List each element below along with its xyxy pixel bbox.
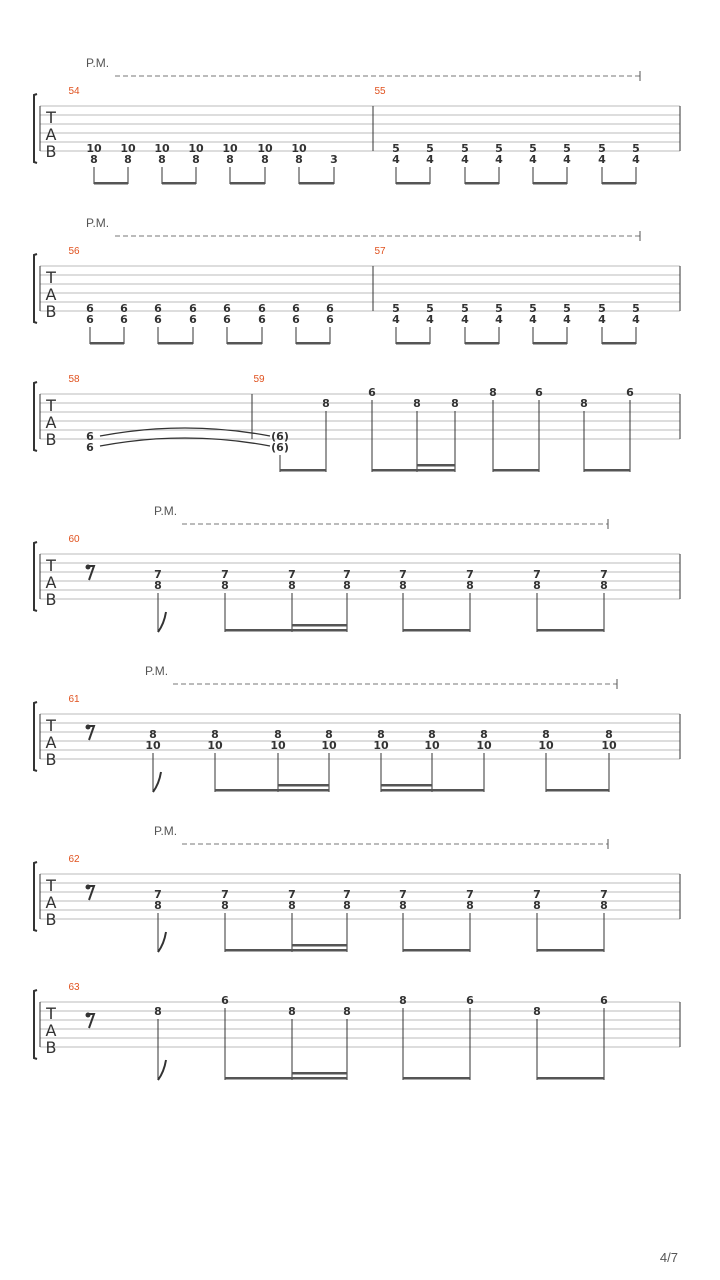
fret-number: 10 bbox=[188, 142, 204, 155]
palm-mute-label: P.M. bbox=[154, 504, 178, 518]
fret-number: 8 bbox=[149, 728, 157, 741]
tab-clef-a: A bbox=[45, 1021, 57, 1040]
staff-bracket bbox=[34, 254, 37, 323]
fret-number: 5 bbox=[461, 302, 469, 315]
tab-clef-b: B bbox=[45, 430, 57, 449]
note-beam bbox=[546, 789, 609, 792]
fret-number: 6 bbox=[189, 302, 197, 315]
fret-number: 4 bbox=[461, 313, 469, 326]
fret-number: 6 bbox=[292, 302, 300, 315]
note-flag bbox=[158, 932, 166, 952]
tab-clef-a: A bbox=[45, 733, 57, 752]
staff-bracket bbox=[34, 990, 37, 1059]
fret-number: 10 bbox=[601, 739, 617, 752]
fret-number: 7 bbox=[343, 568, 351, 581]
measure-number: 60 bbox=[68, 534, 80, 545]
fret-number: 10 bbox=[476, 739, 492, 752]
measure-number: 56 bbox=[68, 246, 80, 257]
note-beam bbox=[372, 469, 455, 472]
note-beam bbox=[90, 342, 124, 345]
tab-clef-a: A bbox=[45, 125, 57, 144]
fret-number: 4 bbox=[563, 153, 571, 166]
fret-number: 8 bbox=[154, 1005, 162, 1018]
note-beam bbox=[403, 629, 470, 632]
fret-number: 7 bbox=[399, 568, 407, 581]
fret-number: 7 bbox=[600, 568, 608, 581]
fret-number: 7 bbox=[154, 888, 162, 901]
fret-number: 5 bbox=[632, 302, 640, 315]
note-beam bbox=[493, 469, 539, 472]
fret-number: 4 bbox=[426, 313, 434, 326]
fret-number: 5 bbox=[563, 142, 571, 155]
note-beam bbox=[465, 342, 499, 345]
fret-number: 6 bbox=[86, 302, 94, 315]
note-beam bbox=[584, 469, 630, 472]
fret-number: 10 bbox=[86, 142, 102, 155]
note-beam bbox=[280, 469, 326, 472]
tab-clef-a: A bbox=[45, 573, 57, 592]
note-beam bbox=[537, 1077, 604, 1080]
tab-clef-b: B bbox=[45, 750, 57, 769]
fret-number: 8 bbox=[605, 728, 613, 741]
tab-clef-b: B bbox=[45, 590, 57, 609]
fret-number: 8 bbox=[288, 1005, 296, 1018]
fret-number: 8 bbox=[533, 579, 541, 592]
fret-number: 5 bbox=[495, 302, 503, 315]
fret-number: 6 bbox=[189, 313, 197, 326]
fret-number: 6 bbox=[368, 386, 376, 399]
fret-number: 6 bbox=[326, 302, 334, 315]
fret-number: 7 bbox=[154, 568, 162, 581]
note-beam bbox=[403, 1077, 470, 1080]
fret-number: 8 bbox=[221, 579, 229, 592]
palm-mute-label: P.M. bbox=[154, 824, 178, 838]
fret-number: 8 bbox=[211, 728, 219, 741]
fret-number: 8 bbox=[154, 579, 162, 592]
fret-number: 8 bbox=[489, 386, 497, 399]
note-beam bbox=[396, 182, 430, 185]
fret-number: 6 bbox=[154, 302, 162, 315]
fret-number: 8 bbox=[288, 899, 296, 912]
rest-dot bbox=[86, 1013, 91, 1018]
fret-number: 8 bbox=[533, 1005, 541, 1018]
note-beam bbox=[230, 182, 265, 185]
note-beam bbox=[227, 342, 262, 345]
measure-number: 59 bbox=[253, 374, 265, 385]
note-beam bbox=[225, 949, 347, 952]
fret-number: 4 bbox=[529, 153, 537, 166]
staff-bracket bbox=[34, 94, 37, 163]
fret-number: 8 bbox=[600, 899, 608, 912]
system-staff-4 bbox=[34, 542, 680, 611]
palm-mute-label: P.M. bbox=[86, 56, 110, 70]
system-staff-7 bbox=[34, 990, 680, 1059]
fret-number: 10 bbox=[120, 142, 136, 155]
fret-number: 7 bbox=[288, 888, 296, 901]
note-beam bbox=[537, 629, 604, 632]
note-beam bbox=[381, 789, 484, 792]
fret-number: 5 bbox=[392, 142, 400, 155]
fret-number: 8 bbox=[600, 579, 608, 592]
fret-number: 4 bbox=[598, 153, 606, 166]
note-beam bbox=[296, 342, 330, 345]
fret-number: 8 bbox=[343, 579, 351, 592]
fret-number: 8 bbox=[542, 728, 550, 741]
fret-number: 10 bbox=[257, 142, 273, 155]
fret-number: 6 bbox=[120, 302, 128, 315]
note-beam bbox=[292, 944, 347, 947]
measure-number: 54 bbox=[68, 86, 80, 97]
fret-number: 8 bbox=[480, 728, 488, 741]
note-beam bbox=[381, 784, 432, 787]
fret-number: 8 bbox=[580, 397, 588, 410]
measure-number: 61 bbox=[68, 694, 80, 705]
fret-number: 6 bbox=[154, 313, 162, 326]
note-flag bbox=[158, 1060, 166, 1080]
fret-number: 8 bbox=[295, 153, 303, 166]
note-beam bbox=[162, 182, 196, 185]
fret-number: 10 bbox=[207, 739, 223, 752]
tie-arc bbox=[100, 428, 270, 436]
fret-number: 4 bbox=[392, 153, 400, 166]
fret-number: 6 bbox=[466, 994, 474, 1007]
fret-number: 6 bbox=[600, 994, 608, 1007]
fret-number: (6) bbox=[271, 441, 289, 454]
fret-number: 8 bbox=[288, 579, 296, 592]
fret-number: 6 bbox=[120, 313, 128, 326]
note-beam bbox=[292, 624, 347, 627]
fret-number: 6 bbox=[258, 302, 266, 315]
fret-number: 5 bbox=[426, 302, 434, 315]
fret-number: 5 bbox=[495, 142, 503, 155]
fret-number: 8 bbox=[533, 899, 541, 912]
measure-number: 63 bbox=[68, 982, 80, 993]
tab-clef-b: B bbox=[45, 302, 57, 321]
fret-number: 8 bbox=[399, 579, 407, 592]
fret-number: 8 bbox=[322, 397, 330, 410]
fret-number: 7 bbox=[466, 568, 474, 581]
fret-number: 4 bbox=[529, 313, 537, 326]
note-beam bbox=[417, 464, 455, 467]
fret-number: 8 bbox=[154, 899, 162, 912]
fret-number: 8 bbox=[466, 899, 474, 912]
note-beam bbox=[292, 1072, 347, 1075]
tab-clef-t: T bbox=[46, 556, 56, 575]
note-beam bbox=[465, 182, 499, 185]
fret-number: 8 bbox=[399, 994, 407, 1007]
fret-number: 8 bbox=[274, 728, 282, 741]
fret-number: 10 bbox=[538, 739, 554, 752]
fret-number: 8 bbox=[158, 153, 166, 166]
fret-number: 8 bbox=[451, 397, 459, 410]
note-beam bbox=[403, 949, 470, 952]
system-staff-6 bbox=[34, 862, 680, 931]
measure-number: 58 bbox=[68, 374, 80, 385]
note-beam bbox=[533, 182, 567, 185]
fret-number: 10 bbox=[145, 739, 161, 752]
note-beam bbox=[225, 629, 347, 632]
fret-number: 7 bbox=[221, 568, 229, 581]
fret-number: 10 bbox=[291, 142, 307, 155]
fret-number: 10 bbox=[154, 142, 170, 155]
tab-clef-a: A bbox=[45, 893, 57, 912]
note-beam bbox=[533, 342, 567, 345]
fret-number: 8 bbox=[192, 153, 200, 166]
tab-clef-t: T bbox=[46, 716, 56, 735]
fret-number: 10 bbox=[424, 739, 440, 752]
note-beam bbox=[278, 784, 329, 787]
fret-number: 5 bbox=[529, 302, 537, 315]
fret-number: 4 bbox=[632, 313, 640, 326]
fret-number: 7 bbox=[533, 888, 541, 901]
fret-number: 6 bbox=[535, 386, 543, 399]
note-beam bbox=[602, 342, 636, 345]
fret-number: 8 bbox=[90, 153, 98, 166]
fret-number: (6) bbox=[271, 430, 289, 443]
fret-number: 4 bbox=[598, 313, 606, 326]
tab-clef-a: A bbox=[45, 413, 57, 432]
measure-number: 55 bbox=[374, 86, 386, 97]
note-beam bbox=[215, 789, 329, 792]
fret-number: 6 bbox=[258, 313, 266, 326]
fret-number: 8 bbox=[325, 728, 333, 741]
rest-dot bbox=[86, 725, 91, 730]
fret-number: 5 bbox=[598, 302, 606, 315]
fret-number: 3 bbox=[330, 153, 338, 166]
page-number: 4/7 bbox=[659, 1250, 678, 1265]
fret-number: 10 bbox=[373, 739, 389, 752]
fret-number: 5 bbox=[632, 142, 640, 155]
fret-number: 7 bbox=[221, 888, 229, 901]
staff-bracket bbox=[34, 382, 37, 451]
note-beam bbox=[602, 182, 636, 185]
fret-number: 8 bbox=[399, 899, 407, 912]
note-beam bbox=[158, 342, 193, 345]
fret-number: 8 bbox=[413, 397, 421, 410]
fret-number: 5 bbox=[563, 302, 571, 315]
staff-bracket bbox=[34, 862, 37, 931]
palm-mute-label: P.M. bbox=[145, 664, 169, 678]
tab-clef-a: A bbox=[45, 285, 57, 304]
fret-number: 5 bbox=[529, 142, 537, 155]
fret-number: 7 bbox=[466, 888, 474, 901]
note-flag bbox=[153, 772, 161, 792]
fret-number: 10 bbox=[222, 142, 238, 155]
system-staff-2 bbox=[34, 254, 680, 323]
fret-number: 4 bbox=[495, 313, 503, 326]
note-flag bbox=[158, 612, 166, 632]
fret-number: 7 bbox=[600, 888, 608, 901]
fret-number: 6 bbox=[626, 386, 634, 399]
note-beam bbox=[299, 182, 334, 185]
tab-clef-t: T bbox=[46, 268, 56, 287]
fret-number: 8 bbox=[124, 153, 132, 166]
fret-number: 8 bbox=[343, 899, 351, 912]
fret-number: 8 bbox=[428, 728, 436, 741]
fret-number: 6 bbox=[223, 313, 231, 326]
fret-number: 6 bbox=[221, 994, 229, 1007]
fret-number: 5 bbox=[426, 142, 434, 155]
note-beam bbox=[94, 182, 128, 185]
fret-number: 8 bbox=[377, 728, 385, 741]
staff-bracket bbox=[34, 542, 37, 611]
note-beam bbox=[225, 1077, 347, 1080]
measure-number: 57 bbox=[374, 246, 386, 257]
system-staff-5 bbox=[34, 702, 680, 771]
tab-clef-b: B bbox=[45, 1038, 57, 1057]
fret-number: 5 bbox=[461, 142, 469, 155]
fret-number: 4 bbox=[563, 313, 571, 326]
tab-clef-t: T bbox=[46, 1004, 56, 1023]
fret-number: 5 bbox=[598, 142, 606, 155]
staff-bracket bbox=[34, 702, 37, 771]
tab-clef-b: B bbox=[45, 142, 57, 161]
fret-number: 7 bbox=[533, 568, 541, 581]
fret-number: 6 bbox=[86, 430, 94, 443]
tab-clef-b: B bbox=[45, 910, 57, 929]
fret-number: 6 bbox=[223, 302, 231, 315]
rest-dot bbox=[86, 565, 91, 570]
palm-mute-label: P.M. bbox=[86, 216, 110, 230]
fret-number: 6 bbox=[86, 441, 94, 454]
fret-number: 8 bbox=[226, 153, 234, 166]
fret-number: 7 bbox=[399, 888, 407, 901]
fret-number: 8 bbox=[221, 899, 229, 912]
fret-number: 7 bbox=[288, 568, 296, 581]
fret-number: 8 bbox=[466, 579, 474, 592]
fret-number: 6 bbox=[292, 313, 300, 326]
fret-number: 4 bbox=[461, 153, 469, 166]
fret-number: 8 bbox=[343, 1005, 351, 1018]
fret-number: 4 bbox=[392, 313, 400, 326]
fret-number: 10 bbox=[321, 739, 337, 752]
measure-number: 62 bbox=[68, 854, 80, 865]
tab-clef-t: T bbox=[46, 876, 56, 895]
fret-number: 4 bbox=[426, 153, 434, 166]
fret-number: 4 bbox=[632, 153, 640, 166]
fret-number: 7 bbox=[343, 888, 351, 901]
fret-number: 8 bbox=[261, 153, 269, 166]
fret-number: 5 bbox=[392, 302, 400, 315]
fret-number: 6 bbox=[86, 313, 94, 326]
tab-clef-t: T bbox=[46, 396, 56, 415]
fret-number: 4 bbox=[495, 153, 503, 166]
note-beam bbox=[396, 342, 430, 345]
rest-dot bbox=[86, 885, 91, 890]
fret-number: 6 bbox=[326, 313, 334, 326]
note-beam bbox=[537, 949, 604, 952]
tab-clef-t: T bbox=[46, 108, 56, 127]
fret-number: 10 bbox=[270, 739, 286, 752]
